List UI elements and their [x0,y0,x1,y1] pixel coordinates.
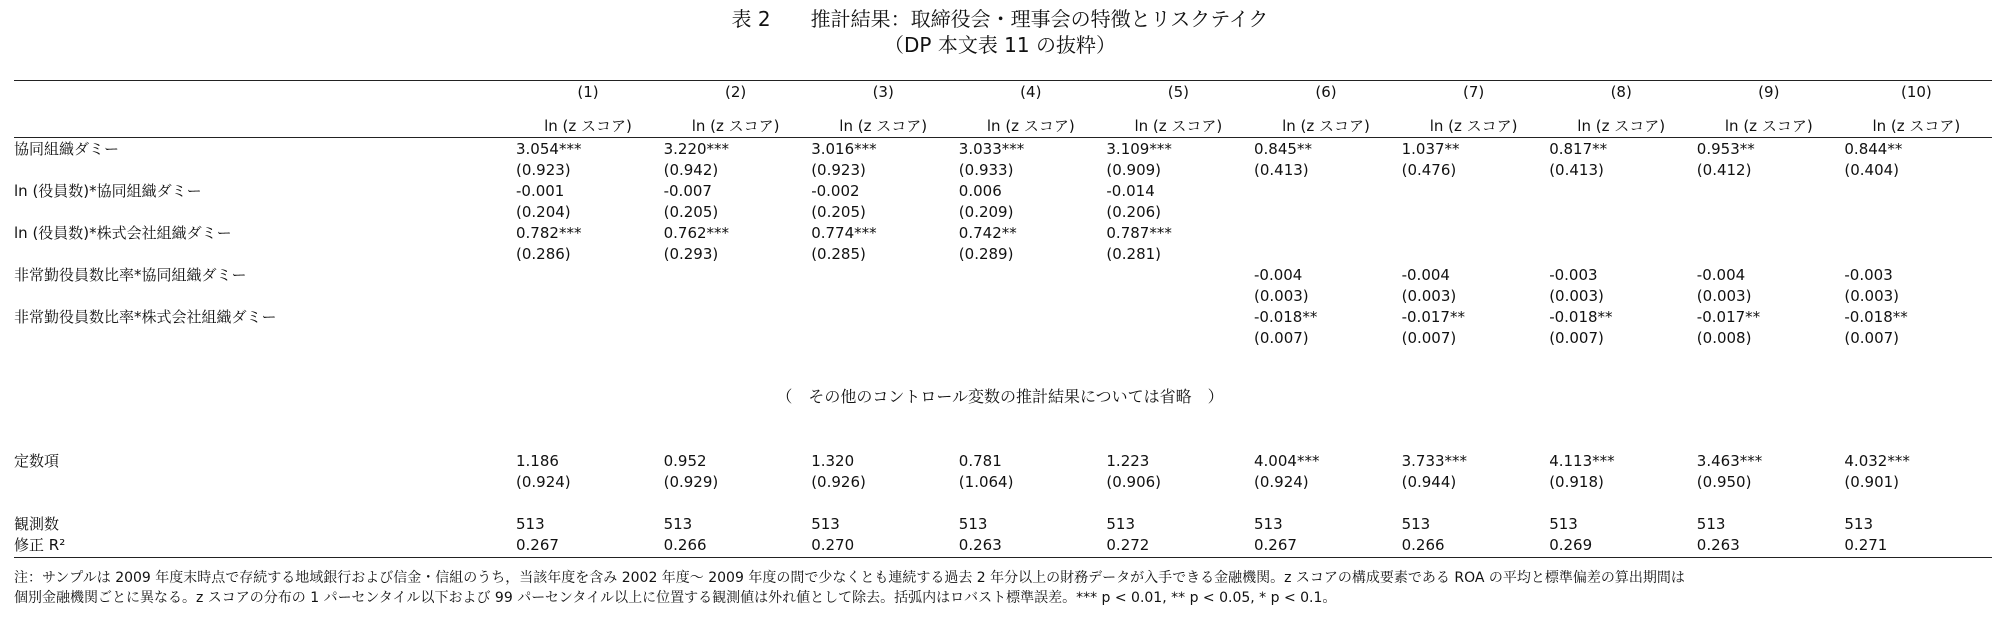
se-cell: (0.289) [958,245,1014,263]
coef-cell: 0.781 [958,452,1002,470]
se-cell: (0.286) [516,245,571,263]
se-cell: (0.924) [1254,473,1309,491]
se-cell: (0.204) [516,203,571,221]
dependent-variable: ln (z スコア) [986,117,1075,135]
se-cell: (0.003) [1401,287,1457,305]
se-cell: (0.293) [663,245,719,263]
adj-r2-cell: 0.266 [663,536,707,554]
adj-r2-cell: 0.267 [1254,536,1297,554]
se-cell: (0.944) [1401,473,1457,491]
coef-cell: 1.186 [516,452,559,470]
row-label: ln (役員数)*協同組織ダミー [14,182,202,200]
column-number: (10) [1900,83,1932,101]
se-cell: (0.003) [1549,287,1604,305]
column-number: (1) [577,83,599,101]
row-label: 非常勤役員数比率*協同組織ダミー [14,266,247,284]
se-cell: (0.003) [1844,287,1900,305]
coef-cell: 3.109*** [1106,140,1172,158]
se-cell: (0.906) [1106,473,1162,491]
observations-cell: 513 [1106,515,1136,533]
dependent-variable: ln (z スコア) [1577,117,1666,135]
dependent-variable: ln (z スコア) [1429,117,1518,135]
coef-cell: 0.845** [1254,140,1312,158]
se-cell: (0.901) [1844,473,1900,491]
observations-cell: 513 [663,515,693,533]
column-number: (2) [724,83,747,101]
se-cell: (0.413) [1549,161,1604,179]
observations-cell: 513 [1696,515,1726,533]
dependent-variable: ln (z スコア) [1872,117,1961,135]
coef-cell: -0.014 [1106,182,1155,200]
se-cell: (0.003) [1254,287,1309,305]
se-cell: (0.281) [1106,245,1162,263]
coef-cell: 3.033*** [958,140,1025,158]
observations-cell: 513 [516,515,545,533]
row-label-constant: 定数項 [14,452,60,470]
coef-cell: -0.018** [1844,308,1908,326]
dependent-variable: ln (z スコア) [839,117,928,135]
observations-cell: 513 [1254,515,1283,533]
coef-cell: -0.007 [663,182,712,200]
coef-cell: -0.018** [1254,308,1318,326]
observations-cell: 513 [1401,515,1431,533]
se-cell: (0.413) [1254,161,1309,179]
column-number: (8) [1610,83,1632,101]
se-cell: (0.476) [1401,161,1457,179]
coef-cell: 4.004*** [1254,452,1320,470]
column-number: (4) [1020,83,1042,101]
se-cell: (0.007) [1844,329,1900,347]
coef-cell: 0.953** [1696,140,1755,158]
se-cell: (0.404) [1844,161,1900,179]
se-cell: (0.003) [1696,287,1752,305]
se-cell: (0.933) [958,161,1014,179]
adj-r2-cell: 0.271 [1844,536,1888,554]
coef-cell: 0.782*** [516,224,582,242]
coef-cell: 0.787*** [1106,224,1172,242]
table-note-line-1: 注：サンプルは 2009 年度末時点で存続する地域銀行および信金・信組のうち，当該年度を含み 2002 年度～ 2009 年度の間で少なくとも連続する過去 2 年分以上の財務データが入手できる金融機関。z スコアの構成要素である ROA の平均と標準偏差の算出期間は [14,570,1685,586]
coef-cell: 3.016*** [811,140,877,158]
table-title-main: 表 2 推計結果：取締役会・理事会の特徴とリスクテイク [731,7,1269,31]
coef-cell: 1.320 [811,452,855,470]
coef-cell: 4.032*** [1844,452,1910,470]
coef-cell: 0.774*** [811,224,877,242]
observations-cell: 513 [811,515,840,533]
dependent-variable: ln (z スコア) [544,117,632,135]
table-note-line-2: 個別金融機関ごとに異なる。z スコアの分布の 1 パーセンタイル以下および 99 パーセンタイル以上に位置する観測値は外れ値として除去。括弧内はロバスト標準誤差。*** p < 0.01, ** p < 0.05, * p < 0.1。 [14,590,1337,606]
column-number: (5) [1167,83,1190,101]
row-label: 協同組織ダミー [14,140,120,158]
coef-cell: -0.004 [1254,266,1303,284]
row-label: 非常勤役員数比率*株式会社組織ダミー [14,308,277,326]
top-rule [14,80,1992,81]
column-number: (3) [872,83,894,101]
se-cell: (1.064) [958,473,1014,491]
adj-r2-cell: 0.267 [516,536,559,554]
dependent-variable: ln (z スコア) [1282,117,1370,135]
column-number: (6) [1315,83,1337,101]
table-title-sub: （DP 本文表 11 の抜粋） [884,33,1116,57]
se-cell: (0.918) [1549,473,1604,491]
coef-cell: -0.002 [811,182,860,200]
coef-cell: 3.054*** [516,140,582,158]
header-rule [14,137,1992,138]
dependent-variable: ln (z スコア) [1134,117,1223,135]
adj-r2-cell: 0.270 [811,536,855,554]
table-title [0,6,2000,58]
dependent-variable: ln (z スコア) [1724,117,1813,135]
se-cell: (0.942) [663,161,719,179]
coef-cell: 3.220*** [663,140,730,158]
coef-cell: -0.004 [1696,266,1746,284]
row-label-adj-r2: 修正 R² [14,536,66,554]
adj-r2-cell: 0.272 [1106,536,1150,554]
omitted-controls-note: （ その他のコントロール変数の推計結果については省略 ） [776,387,1224,406]
coef-cell: 3.733*** [1401,452,1468,470]
se-cell: (0.205) [811,203,866,221]
coef-cell: 1.223 [1106,452,1150,470]
adj-r2-cell: 0.263 [1696,536,1740,554]
se-cell: (0.926) [811,473,866,491]
se-cell: (0.007) [1254,329,1309,347]
coef-cell: 4.113*** [1549,452,1615,470]
row-label-observations: 観測数 [14,515,60,533]
se-cell: (0.909) [1106,161,1162,179]
se-cell: (0.923) [516,161,571,179]
coef-cell: 0.952 [663,452,707,470]
observations-cell: 513 [1549,515,1578,533]
coef-cell: -0.003 [1844,266,1893,284]
se-cell: (0.008) [1696,329,1752,347]
se-cell: (0.929) [663,473,719,491]
se-cell: (0.950) [1696,473,1752,491]
se-cell: (0.007) [1401,329,1457,347]
coef-cell: -0.017** [1696,308,1761,326]
coef-cell: 0.006 [958,182,1002,200]
se-cell: (0.285) [811,245,866,263]
se-cell: (0.209) [958,203,1014,221]
se-cell: (0.206) [1106,203,1162,221]
column-number: (9) [1758,83,1780,101]
adj-r2-cell: 0.266 [1401,536,1445,554]
se-cell: (0.924) [516,473,571,491]
bottom-rule [14,557,1992,558]
coef-cell: 0.762*** [663,224,730,242]
observations-cell: 513 [958,515,988,533]
row-label: ln (役員数)*株式会社組織ダミー [14,224,232,242]
se-cell: (0.412) [1696,161,1752,179]
se-cell: (0.205) [663,203,719,221]
coef-cell: -0.004 [1401,266,1450,284]
adj-r2-cell: 0.269 [1549,536,1593,554]
coef-cell: -0.018** [1549,308,1613,326]
coef-cell: 0.742** [958,224,1017,242]
coef-cell: -0.003 [1549,266,1598,284]
table-notes [14,568,1990,608]
se-cell: (0.007) [1549,329,1604,347]
coef-cell: 3.463*** [1696,452,1763,470]
column-number: (7) [1462,83,1485,101]
coef-cell: -0.001 [516,182,565,200]
se-cell: (0.923) [811,161,866,179]
observations-cell: 513 [1844,515,1874,533]
coef-cell: 0.844** [1844,140,1903,158]
coef-cell: 1.037** [1401,140,1460,158]
coef-cell: -0.017** [1401,308,1465,326]
adj-r2-cell: 0.263 [958,536,1002,554]
dependent-variable: ln (z スコア) [691,117,780,135]
coef-cell: 0.817** [1549,140,1608,158]
